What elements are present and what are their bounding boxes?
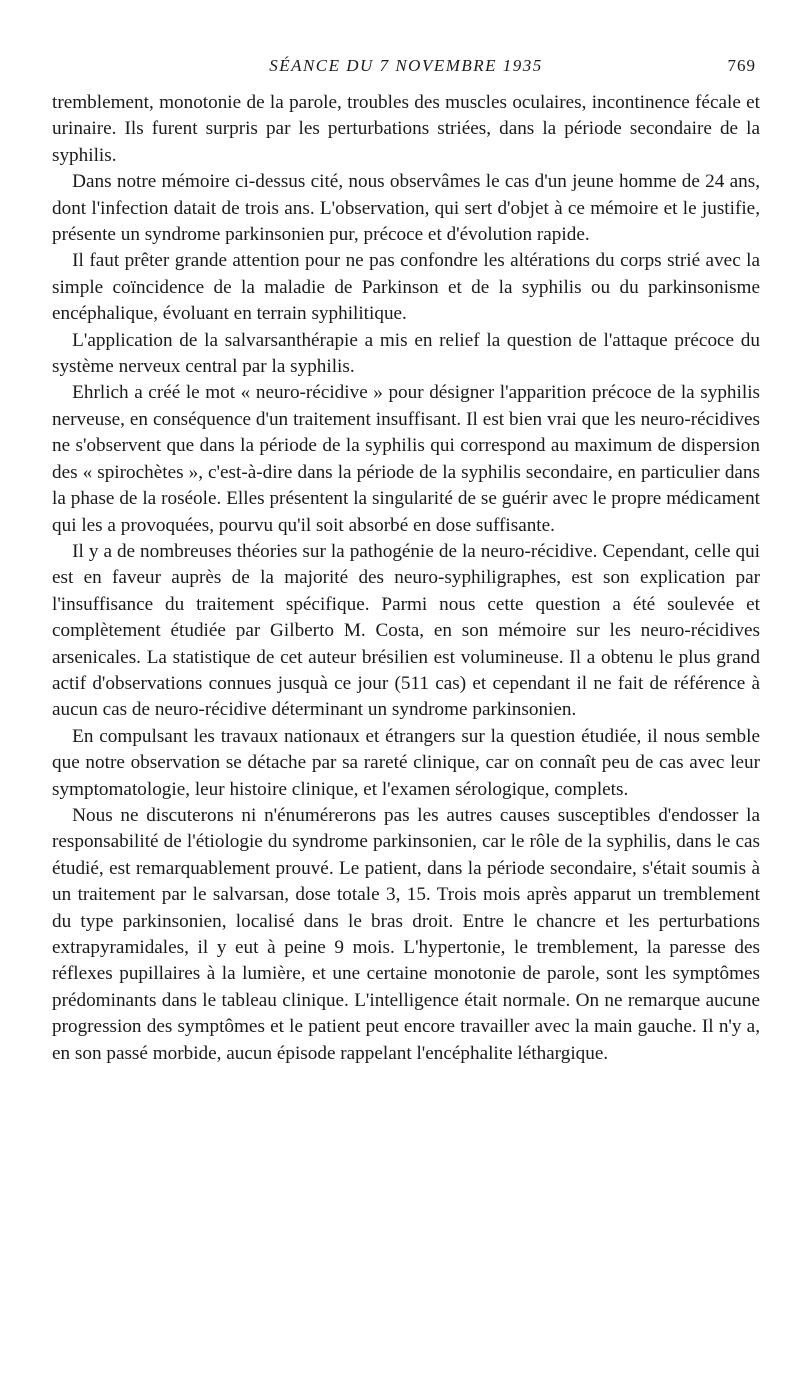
body-text	[52, 90, 760, 1067]
paragraph: Il y a de nombreuses théories sur la pathogénie de la neuro-récidive. Cependant, celle qui est en faveur auprès de la majorité des neuro-syphiligraphes, est son explication par l'insuffisance du traitement spécifique. Parmi nous cette question a été soulevée et complètement étudiée par Gilberto M. Costa, en son mémoire sur les neuro-récidives arsenicales. La statistique de cet auteur brésilien est volumineuse. Il a obtenu le plus grand actif d'observations connues jusquà ce jour (511 cas) et cependant il ne fait de référence à aucun cas de neuro-récidive déterminant un syndrome parkinsonien.	[52, 540, 760, 721]
paragraph: L'application de la salvarsanthérapie a mis en relief la question de l'attaque précoce du système nerveux central par la syphilis.	[52, 329, 760, 378]
paragraph: Il faut prêter grande attention pour ne pas confondre les altérations du corps strié avec la simple coïncidence de la maladie de Parkinson et de la syphilis ou du parkinsonisme encéphalique, évoluant en terrain syphilitique.	[52, 250, 760, 325]
paragraph: tremblement, monotonie de la parole, troubles des muscles oculaires, incontinence fécale et urinaire. Ils furent surpris par les perturbations striées, dans la période secondaire de la syphilis.	[52, 92, 760, 166]
running-head	[52, 56, 760, 86]
paragraph: Dans notre mémoire ci-dessus cité, nous observâmes le cas d'un jeune homme de 24 ans, dont l'infection datait de trois ans. L'observation, qui sert d'objet à ce mémoire et le justifie, présente un syndrome parkinsonien pur, précoce et d'évolution rapide.	[52, 171, 760, 246]
paragraph: Ehrlich a créé le mot « neuro-récidive » pour désigner l'apparition précoce de la syphilis nerveuse, en conséquence d'un traitement insuffisant. Il est bien vrai que les neuro-récidives ne s'observent que dans la période de la syphilis qui correspond au maximum de dispersion des « spirochètes », c'est-à-dire dans la période de la syphilis secondaire, en particulier dans la phase de la roséole. Elles présentent la singularité de se guérir avec le propre médicament qui les a provoquées, pourvu qu'il soit absorbé en dose suffisante.	[52, 382, 760, 536]
paragraph: Nous ne discuterons ni n'énumérerons pas les autres causes susceptibles d'endosser la responsabilité de l'étiologie du syndrome parkinsonien, car le rôle de la syphilis, dans le cas étudié, est remarquablement prouvé. Le patient, dans la période secondaire, s'était soumis à un traitement par le salvarsan, dose totale 3, 15. Trois mois après apparut un tremblement du type parkinsonien, localisé dans le bras droit. Entre le chancre et les perturbations extrapyramidales, il y eut à peine 9 mois. L'hypertonie, le tremblement, la paresse des réflexes pupillaires à la lumière, et une certaine monotonie de parole, sont les symptômes prédominants dans le tableau clinique. L'intelligence était normale. On ne remarque aucune progression des symptômes et le patient peut encore travailler avec la main gauche. Il n'y a, en son passé morbide, aucun épisode rappelant l'encéphalite léthargique.	[52, 804, 760, 1064]
page-number: 769	[727, 56, 756, 75]
paragraph: En compulsant les travaux nationaux et étrangers sur la question étudiée, il nous semble que notre observation se détache par sa rareté clinique, car on connaît peu de cas avec leur symptomatologie, leur histoire clinique, et l'examen sérologique, complets.	[52, 725, 760, 800]
running-title: SÉANCE DU 7 NOVEMBRE 1935	[269, 56, 543, 75]
